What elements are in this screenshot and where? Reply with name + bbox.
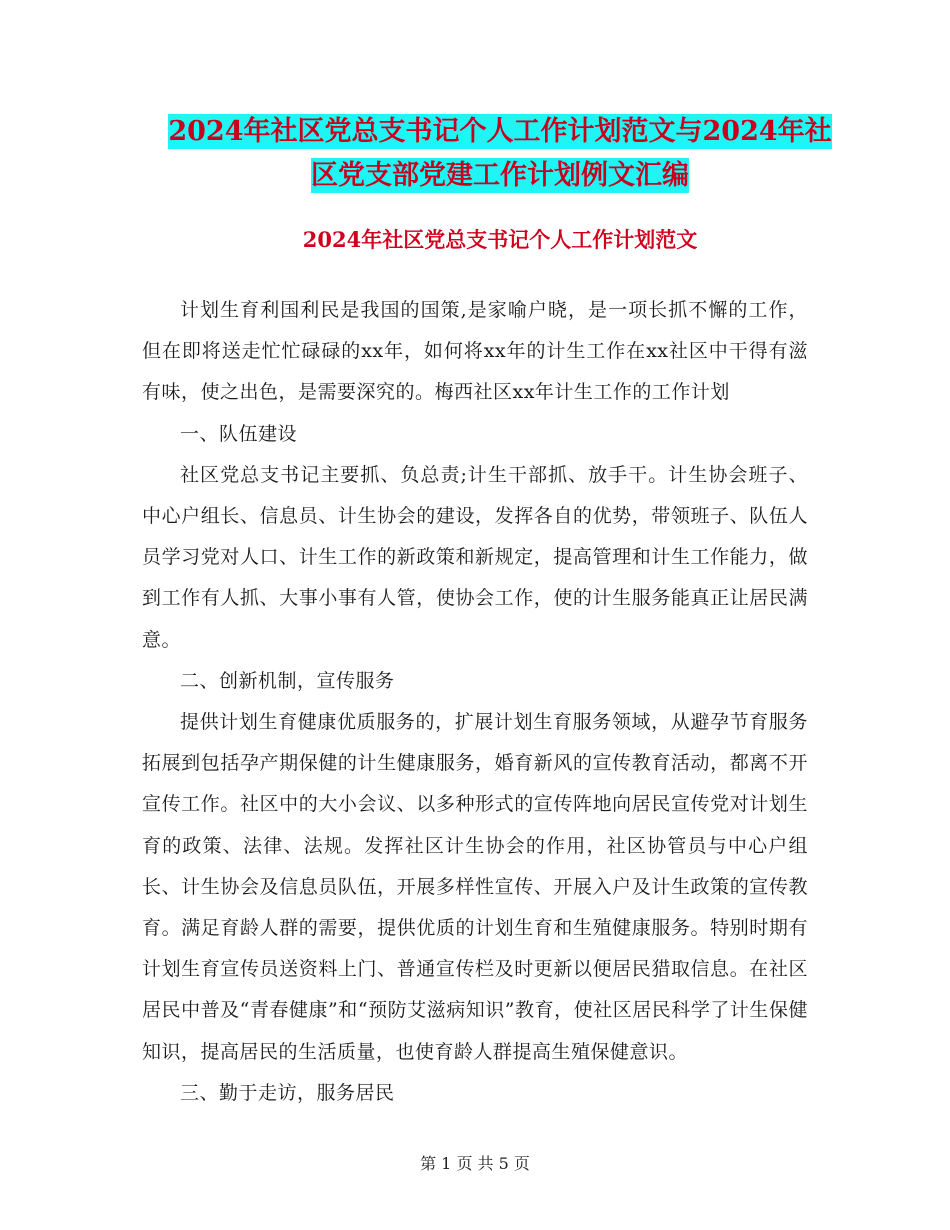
document-title xyxy=(140,110,860,198)
document-title-line1: 2024年社区党总支书记个人工作计划范文与2024年社 xyxy=(168,116,832,147)
document-body xyxy=(142,290,808,1114)
paragraph-intro: 计划生育利国利民是我国的国策,是家喻户晓，是一项长抓不懈的工作，但在即将送走忙忙碌碌的xx年，如何将xx年的计生工作在xx社区中干得有滋有味，使之出色，是需要深究的。梅西社区xx年计生工作的工作计划 xyxy=(142,299,808,404)
paragraph-innovation-publicity: 提供计划生育健康优质服务的，扩展计划生育服务领域，从避孕节育服务拓展到包括孕产期保健的计生健康服务，婚育新风的宣传教育活动，都离不开宣传工作。社区中的大小会议、以多种形式的宣传阵地向居民宣传党对计划生育的政策、法律、法规。发挥社区计生协会的作用，社区协管员与中心户组长、计生协会及信息员队伍，开展多样性宣传、开展入户及计生政策的宣传教育。满足育龄人群的需要，提供优质的计划生育和生殖健康服务。特别时期有计划生育宣传员送资料上门、普通宣传栏及时更新以便居民猎取信息。在社区居民中普及“青春健康”和“预防艾滋病知识”教育，使社区居民科学了计生保健知识，提高居民的生活质量，也使育龄人群提高生殖保健意识。 xyxy=(142,711,808,1063)
heading-team-building: 一、队伍建设 xyxy=(180,422,298,445)
document-title-line2: 区党支部党建工作计划例文汇编 xyxy=(311,160,689,191)
section-title: 2024年社区党总支书记个人工作计划范文 xyxy=(302,227,698,252)
heading-visits-service: 三、勤于走访，服务居民 xyxy=(180,1081,395,1104)
paragraph-team-building: 社区党总支书记主要抓、负总责;计生干部抓、放手干。计生协会班子、中心户组长、信息员、计生协会的建设，发挥各自的优势，带领班子、队伍人员学习党对人口、计生工作的新政策和新规定，提高管理和计生工作能力，做到工作有人抓、大事小事有人管，使协会工作，使的计生服务能真正让居民满意。 xyxy=(142,463,808,651)
heading-innovation-publicity: 二、创新机制，宣传服务 xyxy=(180,669,395,692)
page-footer: 第 1 页 共 5 页 xyxy=(420,1154,530,1173)
